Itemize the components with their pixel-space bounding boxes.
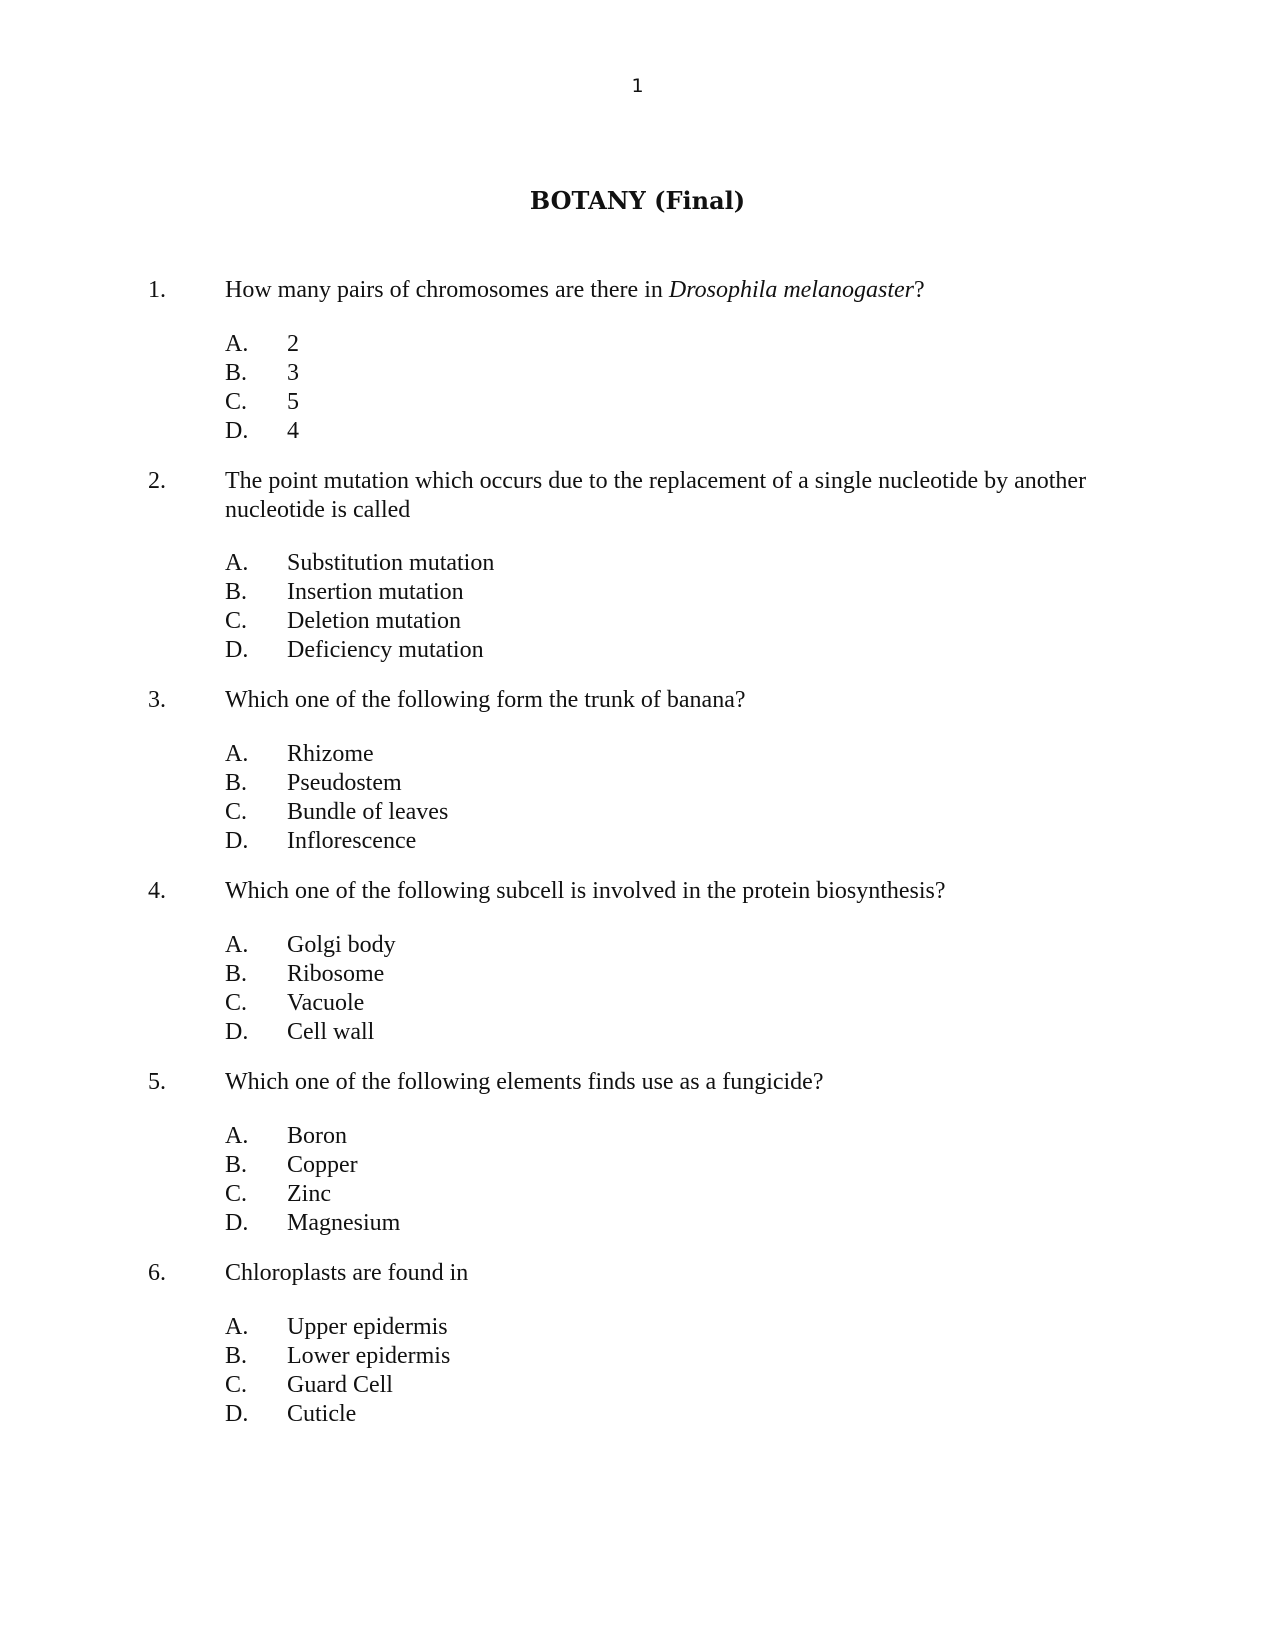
question-text: The point mutation which occurs due to the replacement of a single nucleotide by another nucleotide is called [225, 468, 1087, 523]
option-text: Bundle of leaves [287, 799, 449, 825]
question-number: 5. [148, 1069, 166, 1095]
option-text: Lower epidermis [287, 1343, 451, 1369]
option-letter: A. [225, 932, 249, 958]
option-letter: B. [225, 1343, 248, 1369]
question-text: Which one of the following form the trunk of banana? [225, 687, 746, 713]
answer-options [225, 1313, 925, 1429]
option-text: Inflorescence [287, 828, 417, 854]
option-letter: B. [225, 360, 248, 386]
option-letter: C. [225, 799, 248, 825]
answer-option-d [225, 417, 925, 446]
answer-option-a [225, 1122, 925, 1151]
page-title: BOTANY (Final) [529, 186, 746, 215]
option-letter: B. [225, 579, 248, 605]
option-letter: B. [225, 770, 248, 796]
option-text: Rhizome [287, 741, 374, 767]
answer-option-c [225, 607, 925, 636]
question-text-part: ? [913, 277, 925, 303]
answer-option-d [225, 827, 925, 856]
option-letter: A. [225, 1314, 249, 1340]
answer-option-b [225, 578, 925, 607]
option-letter: C. [225, 389, 248, 415]
question-text [225, 276, 1160, 305]
option-text: Guard Cell [287, 1372, 393, 1398]
option-letter: D. [225, 418, 249, 444]
option-text: Boron [287, 1123, 347, 1149]
answer-options [225, 740, 925, 856]
answer-option-b [225, 1151, 925, 1180]
answer-option-a [225, 549, 925, 578]
answer-option-a [225, 931, 925, 960]
question-number: 2. [148, 468, 166, 494]
answer-option-d [225, 1400, 925, 1429]
option-letter: B. [225, 1152, 248, 1178]
option-text: Deficiency mutation [287, 637, 484, 663]
question-number: 6. [148, 1260, 166, 1286]
question-text-part: How many pairs of chromosomes are there in [225, 277, 669, 303]
question-text: Which one of the following elements finds use as a fungicide? [225, 1069, 824, 1095]
option-letter: D. [225, 828, 249, 854]
answer-options [225, 330, 925, 446]
option-letter: D. [225, 637, 249, 663]
option-text: Insertion mutation [287, 579, 464, 605]
question-text: Chloroplasts are found in [225, 1260, 469, 1286]
option-letter: A. [225, 550, 249, 576]
option-letter: C. [225, 990, 248, 1016]
option-letter: C. [225, 1372, 248, 1398]
option-text: Substitution mutation [287, 550, 495, 576]
option-letter: D. [225, 1401, 249, 1427]
species-name: Drosophila melanogaster [668, 277, 914, 303]
option-text: 5 [287, 389, 299, 415]
option-text: Cuticle [287, 1401, 357, 1427]
option-text: Copper [287, 1152, 358, 1178]
option-letter: D. [225, 1210, 249, 1236]
option-text: Zinc [287, 1181, 331, 1207]
answer-option-d [225, 1209, 925, 1238]
option-text: Vacuole [287, 990, 365, 1016]
option-text: Deletion mutation [287, 608, 461, 634]
answer-option-c [225, 1371, 925, 1400]
option-letter: A. [225, 741, 249, 767]
option-letter: D. [225, 1019, 249, 1045]
answer-option-d [225, 636, 925, 665]
option-text: 4 [287, 418, 299, 444]
option-text: Upper epidermis [287, 1314, 448, 1340]
answer-option-b [225, 1342, 925, 1371]
option-text: Ribosome [287, 961, 385, 987]
answer-option-d [225, 1018, 925, 1047]
answer-option-a [225, 1313, 925, 1342]
option-letter: B. [225, 961, 248, 987]
question-number: 4. [148, 878, 166, 904]
option-text: Pseudostem [287, 770, 402, 796]
option-letter: A. [225, 331, 249, 357]
option-text: 3 [287, 360, 299, 386]
answer-option-c [225, 989, 925, 1018]
answer-option-c [225, 798, 925, 827]
answer-option-a [225, 330, 925, 359]
answer-option-a [225, 740, 925, 769]
option-letter: A. [225, 1123, 249, 1149]
answer-option-b [225, 359, 925, 388]
option-text: Magnesium [287, 1210, 401, 1236]
question-number: 1. [148, 277, 166, 303]
option-text: 2 [287, 331, 299, 357]
answer-options [225, 549, 925, 665]
option-text: Golgi body [287, 932, 396, 958]
answer-options [225, 931, 925, 1047]
answer-option-b [225, 960, 925, 989]
answer-options [225, 1122, 925, 1238]
option-letter: C. [225, 1181, 248, 1207]
question-text: Which one of the following subcell is involved in the protein biosynthesis? [225, 878, 946, 904]
question-number: 3. [148, 687, 166, 713]
page-number: 1 [631, 75, 644, 97]
answer-option-c [225, 1180, 925, 1209]
option-letter: C. [225, 608, 248, 634]
answer-option-b [225, 769, 925, 798]
option-text: Cell wall [287, 1019, 375, 1045]
answer-option-c [225, 388, 925, 417]
